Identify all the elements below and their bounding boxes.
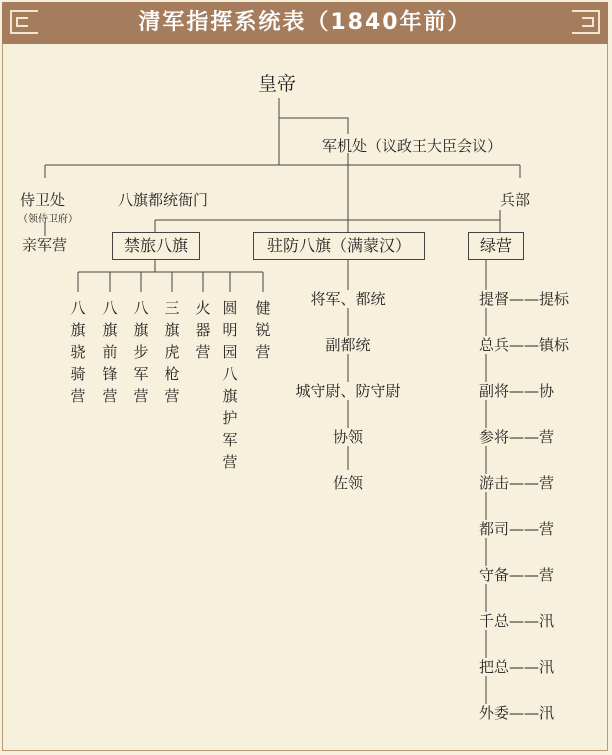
connector-dash: —— [509,336,540,354]
forbidden-unit-6: 圆明园八旗护军营 [222,299,238,471]
green-rank: 千总 [479,612,510,630]
green-rank: 副将 [479,382,510,400]
forbidden-unit-1: 八旗骁骑营 [70,299,86,405]
connector-dash: —— [509,704,540,722]
green-row-2 [479,336,569,354]
garrison-rank-5: 佐领 [332,474,364,492]
green-unit: 镇标 [539,336,570,354]
forbidden-unit-2: 八旗前锋营 [102,299,118,405]
green-rank: 守备 [479,566,510,584]
garrison-rank-4: 协领 [332,428,364,446]
garrison-rank-1: 将军、都统 [310,290,386,308]
forbidden-unit-4: 三旗虎枪营 [164,299,180,405]
connector-dash: —— [509,474,540,492]
forbidden-banners-box: 禁旅八旗 [112,232,200,260]
green-rank: 把总 [479,658,510,676]
green-unit: 提标 [539,290,570,308]
emperor-node: 皇帝 [258,73,297,95]
green-unit: 营 [539,520,555,538]
green-row-4 [479,428,554,446]
connector-dash: —— [509,612,540,630]
green-rank: 外委 [479,704,510,722]
connector-dash: —— [509,520,540,538]
green-row-10 [479,704,554,722]
guards-office-node: 侍卫处 [20,191,66,209]
war-ministry-node: 兵部 [500,191,531,209]
garrison-rank-2: 副都统 [325,336,371,354]
green-rank: 总兵 [479,336,510,354]
forbidden-unit-7: 健锐营 [255,299,271,361]
connector-dash: —— [509,428,540,446]
green-standard-box: 绿营 [468,232,524,260]
green-unit: 汛 [539,658,555,676]
guards-camp-node: 亲军营 [22,236,68,254]
connector-dash: —— [509,658,540,676]
forbidden-unit-stubs [78,272,263,292]
banner-command-node: 八旗都统衙门 [118,191,209,209]
green-row-7 [479,566,554,584]
garrison-banners-box: 驻防八旗（满蒙汉） [253,232,425,260]
green-rank: 参将 [479,428,510,446]
green-row-5 [479,474,554,492]
green-row-3 [479,382,554,400]
connector-dash: —— [509,290,540,308]
green-unit: 汛 [539,704,555,722]
green-unit: 营 [539,566,555,584]
connector-dash: —— [509,382,540,400]
forbidden-unit-5: 火器营 [195,299,211,361]
green-rank: 提督 [479,290,510,308]
grand-council-node: 军机处（议政王大臣会议） [322,137,503,155]
forbidden-unit-3: 八旗步军营 [133,299,149,405]
green-unit: 营 [539,428,555,446]
connector-dash: —— [509,566,540,584]
green-row-8 [479,612,554,630]
green-row-9 [479,658,554,676]
green-rank: 都司 [479,520,510,538]
chart-title: 清军指挥系统表（1840年前） [138,10,472,35]
guards-office-note: （领侍卫府） [18,214,78,225]
garrison-rank-3: 城守尉、防守尉 [295,382,401,400]
green-unit: 汛 [539,612,555,630]
green-unit: 营 [539,474,555,492]
green-rank: 游击 [479,474,510,492]
green-row-1 [479,290,569,308]
green-row-6 [479,520,554,538]
emperor-branch-line [279,118,348,134]
green-unit: 协 [539,382,555,400]
